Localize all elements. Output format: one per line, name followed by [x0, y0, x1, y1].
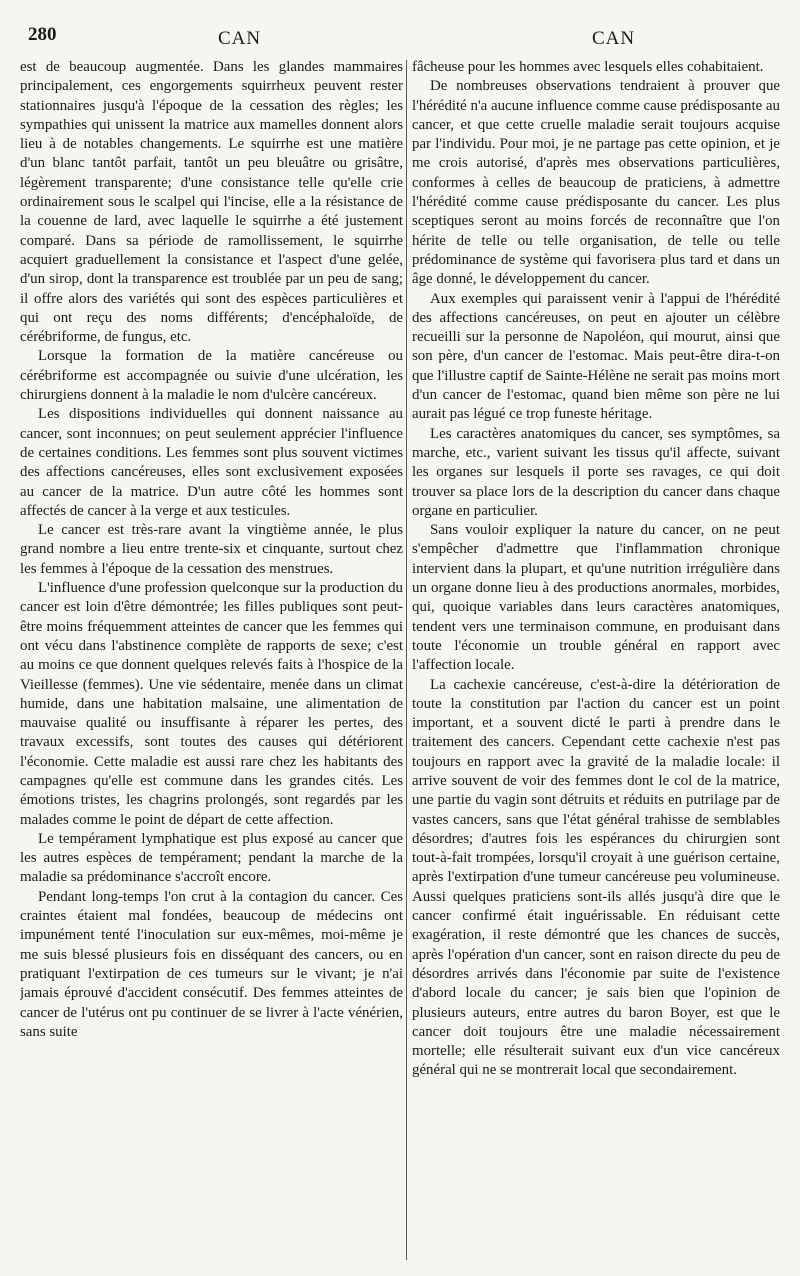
paragraph: fâcheuse pour les hommes avec lesquels elles cohabitaient.: [412, 59, 764, 75]
paragraph: Sans vouloir expliquer la nature du cancer, on ne peut s'empêcher d'admettre que l'inflammation chronique intervient dans la plupart, et qu'une nutrition irrégulière dans un organe donne lieu à des productions anormales, morbides, qui, quoique variables dans leurs caractères anatomiques, tendent vers une terminaison commune, en produisant dans toute l'économie un trouble général en rapport avec l'affection locale.: [412, 522, 780, 674]
running-head-left: CAN: [218, 28, 262, 49]
paragraph: est de beaucoup augmentée. Dans les glandes mammaires principalement, ces engorgements squirrheux peuvent rester stationnaires jusqu'à l'époque de la cessation des règles; les sympathies qui unissent la matrice aux mamelles donnent alors lieu à de notables changements. Le squirrhe est une matière d'un blanc tantôt parfait, tantôt un peu bleuâtre ou grisâtre, légèrement transparente; d'une consistance telle qu'elle crie ordinairement sous le scalpel qui l'incise, elle a la résistance de la couenne de lard, avec laquelle le squirrhe a été justement comparé. Dans sa période de ramollissement, le squirrhe acquiert graduellement la consistance et l'aspect d'une gelée, d'un sirop, dont la transparence est troublée par un peu de sang; il offre alors des variétés qui sont des espèces particulières et qui ont reçu des noms différents; d'encéphaloïde, de cérébriforme, de fungus, etc.: [20, 59, 403, 346]
right-column: [412, 58, 780, 1268]
running-head-right: CAN: [592, 28, 636, 49]
paragraph: La cachexie cancéreuse, c'est-à-dire la détérioration de toute la constitution par l'action du cancer est un point important, et a souvent dicté le parti à prendre dans le traitement des cancers. Cependant cette cachexie n'est pas toujours en rapport avec la gravité de la maladie locale: il arrive souvent de voir des femmes dont le col de la matrice, une partie du vagin sont détruits et réduits en putrilage par de vastes cancers, sans que l'état général trahisse de semblables désordres; d'autres fois les espérances du chirurgien sont tout-à-fait trompées, lorsqu'il croyait à une guérison certaine, après l'extirpation d'une tumeur cancéreuse peu volumineuse. Aussi quelques praticiens sont-ils allés jusqu'à dire que le cancer confirmé était inguérissable. En réduisant cette exagération, il reste démontré que les chances de succès, après l'opération d'un cancer, sont en raison directe du peu de désordres arrivés dans l'économie par suite de l'existence d'abord locale du cancer; je sais bien que l'opinion de plusieurs auteurs, entre autres du baron Boyer, est que le cancer doit toujours être une maladie nécessairement mortelle; elle résulterait suivant eux d'un vice cancéreux général qui ne se montrerait local que secondairement.: [412, 676, 780, 1079]
paragraph: Pendant long-temps l'on crut à la contagion du cancer. Ces craintes étaient mal fondées, beaucoup de médecins ont impunément tenté l'inoculation sur eux-mêmes, moi-même je me suis blessé plusieurs fois en disséquant des cancers, ou en pratiquant l'extirpation de ces tumeurs sur le vivant; je n'ai jamais éprouvé d'accident consécutif. Des femmes atteintes de cancer de l'utérus ont pu continuer de se livrer à l'acte vénérien, sans suite: [20, 888, 403, 1040]
column-divider: [406, 60, 407, 1260]
left-column: [20, 58, 403, 1268]
paragraph: Le cancer est très-rare avant la vingtième année, le plus grand nombre a lieu entre trente-six et cinquante, surtout chez les femmes à l'époque de la cessation des menstrues.: [20, 522, 403, 577]
page-number: 280: [28, 24, 57, 45]
paragraph: L'influence d'une profession quelconque sur la production du cancer est loin d'être démontrée; les filles publiques sont peut-être moins fréquemment atteintes de cancer que les femmes qui ont vécu dans l'abstinence complète de rapports de sexe; c'est au moins ce que donnent quelques relevés faits à l'hospice de la Vieillesse (femmes). Une vie sédentaire, menée dans un climat humide, dans une habitation malsaine, une alimentation de mauvaise qualité ou insuffisante à réparer les pertes, des travaux excessifs, sont toutes des causes qui détériorent l'économie. Cette maladie est aussi rare chez les habitants des campagnes qu'elle est commune dans les grandes cités. Les émotions tristes, les chagrins prolongés, sont regardés par les malades comme le point de départ de cette affection.: [20, 580, 403, 828]
paragraph: Lorsque la formation de la matière cancéreuse ou cérébriforme est accompagnée ou suivie d'une ulcération, les chirurgiens donnent à la maladie le nom d'ulcère cancéreux.: [20, 348, 403, 404]
paragraph: Les caractères anatomiques du cancer, ses symptômes, sa marche, etc., varient suivant les tissus qu'il affecte, suivant les organes sur lesquels il porte ses ravages, ce qui doit trouver sa place lors de la description du cancer dans chaque organe en particulier.: [412, 425, 780, 519]
page-header: [0, 24, 800, 54]
paragraph: Aux exemples qui paraissent venir à l'appui de l'hérédité des affections cancéreuses, on peut en ajouter un célèbre recueilli sur la personne de Napoléon, qui mourut, ainsi que son père, d'un cancer de l'estomac. Mais peut-être dira-t-on que l'illustre captif de Sainte-Hélène ne serait pas moins mort d'un cancer de l'estomac, quand bien même son père ne lui aurait pas légué ce trop funeste héritage.: [412, 290, 780, 423]
paragraph: De nombreuses observations tendraient à prouver que l'hérédité n'a aucune influence comme cause prédisposante au cancer, et que cette cruelle maladie serait toujours acquise par l'individu. Pour moi, je ne partage pas cette opinion, et je me crois autorisé, d'après mes observations particulières, conformes à celles de beaucoup de praticiens, à admettre l'hérédité comme cause prédisposante du cancer. Les plus sceptiques seront au moins forcés de reconnaître que l'on hérite de telle ou telle organisation, de telle ou telle prédominance de système qui favorisera plus tard et dans un âge donné, le développement du cancer.: [412, 78, 780, 288]
paragraph: Le tempérament lymphatique est plus exposé au cancer que les autres espèces de tempérament; pendant la marche de la maladie sa prédominance s'accroît encore.: [20, 830, 403, 886]
paragraph: Les dispositions individuelles qui donnent naissance au cancer, sont inconnues; on peut seulement apprécier l'influence de certaines conditions. Les femmes sont plus souvent victimes des affections cancéreuses, elles sont exclusivement exposées au cancer de la matrice. D'un autre côté les hommes sont affectés de cancer à la verge et aux testicules.: [20, 406, 403, 519]
